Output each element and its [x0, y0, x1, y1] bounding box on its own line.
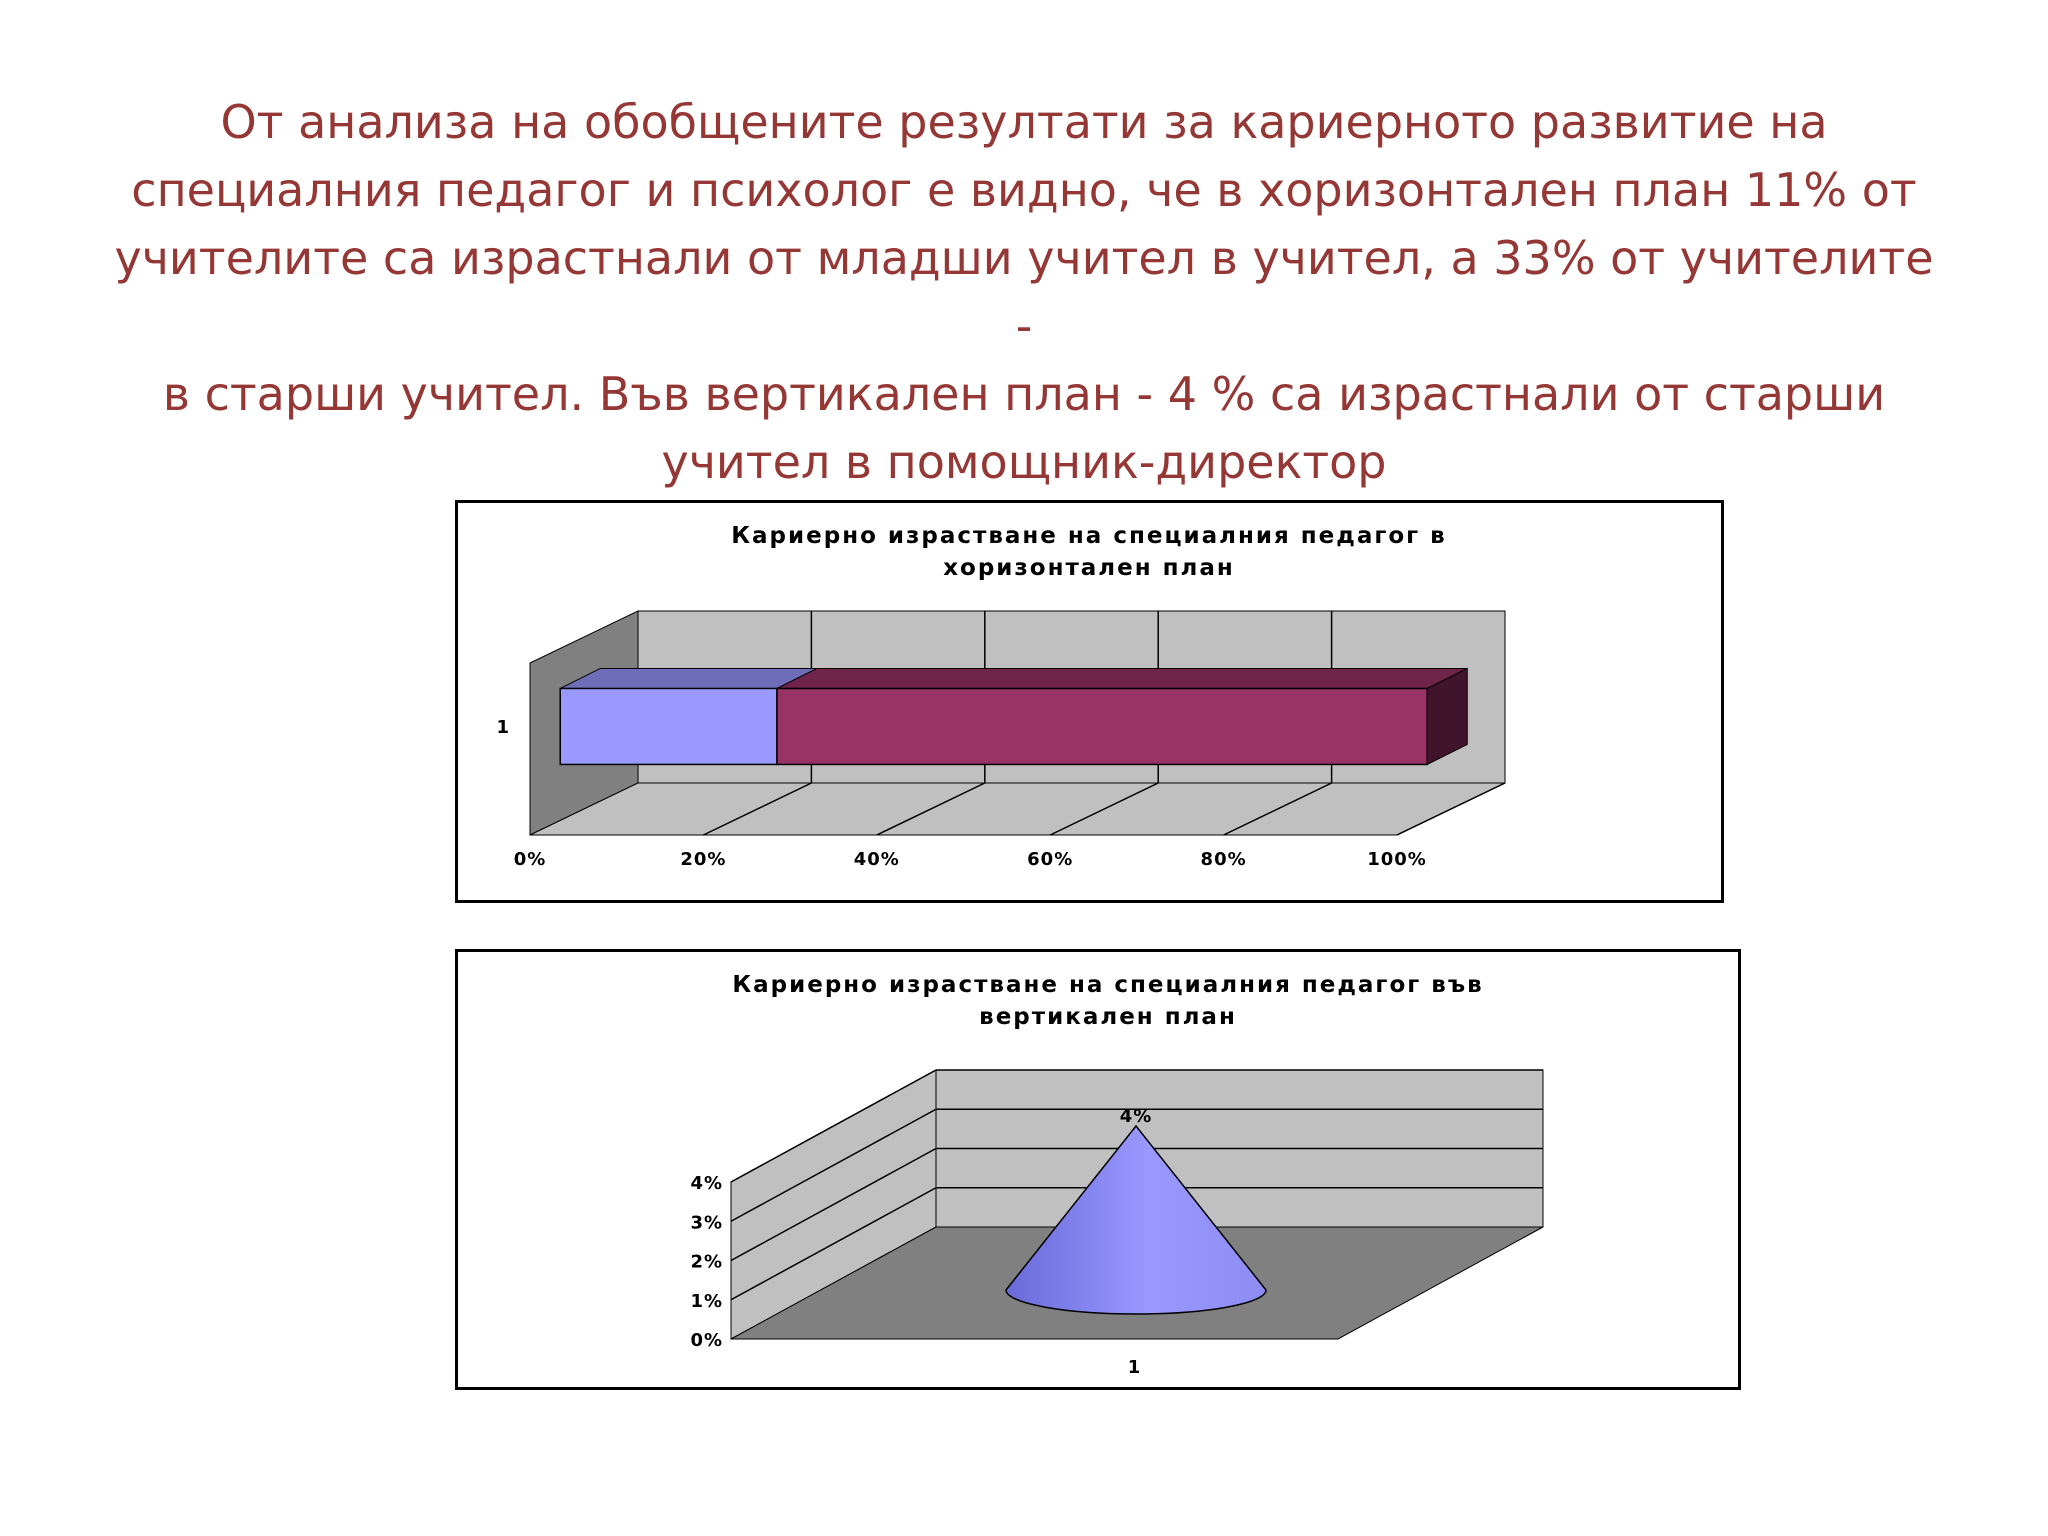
- horizontal-chart-frame: [455, 500, 1724, 903]
- bar-segment: [777, 688, 1427, 764]
- floor: [530, 783, 1505, 835]
- category-label: 1: [496, 717, 510, 738]
- y-tick-label: 4%: [690, 1173, 723, 1194]
- x-tick-label: 60%: [1027, 849, 1074, 870]
- x-tick-label: 100%: [1367, 849, 1427, 870]
- x-tick-label: 80%: [1200, 849, 1247, 870]
- vertical-chart-title-line-1: Кариерно израстване на специалния педагог във: [732, 972, 1484, 998]
- horizontal-chart-title-line-1: Кариерно израстване на специалния педагог в: [731, 523, 1447, 549]
- y-tick-label: 1%: [690, 1290, 723, 1312]
- y-tick-label: 0%: [690, 1330, 723, 1351]
- x-tick-label: 0%: [513, 849, 547, 870]
- bar-segment-top: [777, 668, 1467, 688]
- category-label: 1: [1127, 1357, 1142, 1378]
- y-tick-label: 2%: [690, 1251, 723, 1273]
- slide-title: От анализа на обобщените резултати за кариерното развитие на специалния педагог и психолог е видно, че в хоризонтален план 11% от учителите са израстнали от младши учител в учител, а 33% от учителите - в старши учител. Във вертикален план - 4 % са израстнали от старши учител в помощник-директор: [114, 95, 1934, 489]
- vertical-chart-title-line-2: вертикален план: [979, 1004, 1237, 1030]
- vertical-chart-frame: [455, 949, 1741, 1390]
- x-tick-label: 40%: [853, 849, 900, 870]
- bar-segment-top: [560, 668, 817, 688]
- bar-segment: [560, 688, 777, 764]
- horizontal-stacked-bar-chart: [458, 503, 1721, 900]
- vertical-cone-chart: [458, 952, 1738, 1387]
- y-tick-label: 3%: [690, 1212, 723, 1234]
- x-tick-label: 20%: [680, 849, 727, 870]
- data-label: 4%: [1119, 1106, 1153, 1127]
- horizontal-chart-title-line-2: хоризонтален план: [943, 555, 1235, 581]
